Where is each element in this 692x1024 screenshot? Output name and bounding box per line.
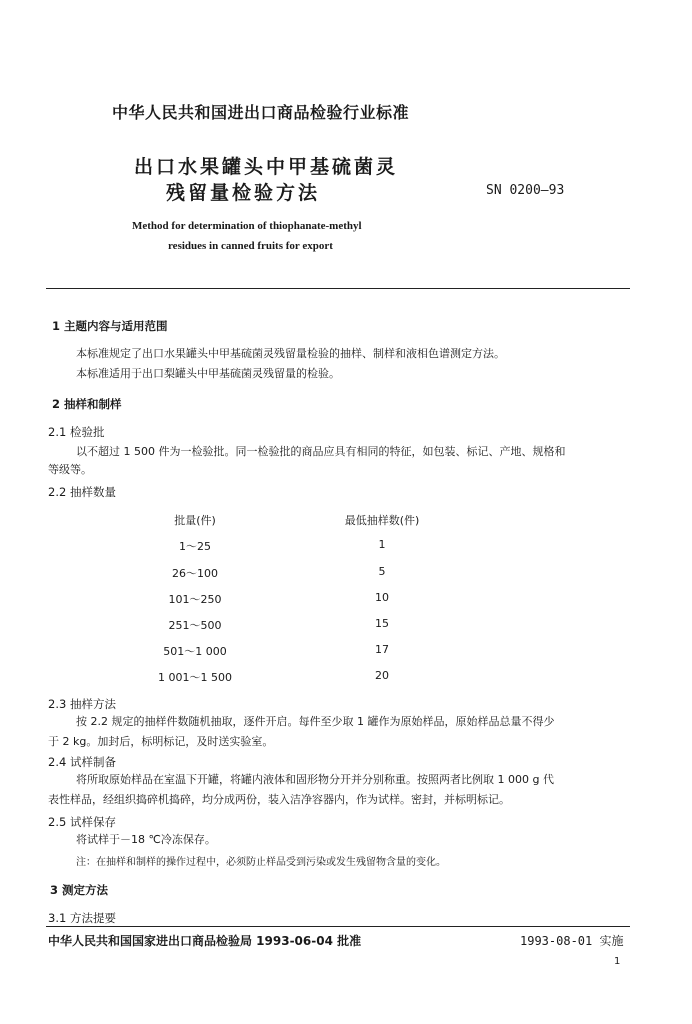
section-2-5-text: 将试样于－18 ℃冷冻保存。: [76, 833, 216, 846]
section-1-paragraph-2: 本标准适用于出口梨罐头中甲基硫菌灵残留量的检验。: [76, 367, 340, 380]
table-cell-batch: 26～100: [172, 567, 218, 580]
section-2-1-text-line1: 以不超过 1 500 件为一检验批。同一检验批的商品应具有相同的特征，如包装、标记、产地、规格和: [76, 445, 566, 458]
section-2-heading: 2 抽样和制样: [52, 397, 122, 411]
standard-code: SN 0200—93: [486, 183, 565, 198]
table-cell-batch: 501～1 000: [163, 645, 227, 658]
footer-implement-date: 1993-08-01 实施: [520, 934, 624, 948]
header-divider: [46, 288, 630, 289]
table-header-min: 最低抽样数(件): [344, 514, 420, 527]
section-2-4-heading: 2.4 试样制备: [48, 755, 116, 769]
section-2-3-text-line2: 于 2 kg。加封后，标明标记，及时送实验室。: [48, 735, 274, 748]
note: 注：在抽样和制样的操作过程中，必须防止样品受到污染或发生残留物含量的变化。: [76, 857, 446, 868]
page-number: 1: [614, 956, 621, 967]
document-title-line1: 出口水果罐头中甲基硫菌灵: [134, 156, 399, 178]
table-cell-min: 10: [375, 591, 389, 604]
section-3-heading: 3 测定方法: [50, 883, 109, 897]
section-2-3-heading: 2.3 抽样方法: [48, 697, 116, 711]
table-cell-batch: 1 001～1 500: [158, 671, 232, 684]
section-2-3-text-line1: 按 2.2 规定的抽样件数随机抽取，逐件开启。每件至少取 1 罐作为原始样品，原始样品总量不得少: [76, 715, 555, 728]
table-cell-batch: 101～250: [168, 593, 222, 606]
english-title-line2: residues in canned fruits for export: [168, 240, 333, 252]
table-cell-min: 15: [375, 617, 389, 630]
table-cell-batch: 251～500: [168, 619, 222, 632]
english-title-line1: Method for determination of thiophanate-methyl: [132, 220, 362, 232]
table-header-batch: 批量(件): [174, 514, 216, 527]
footer-divider: [46, 926, 630, 927]
table-cell-batch: 1～25: [179, 540, 211, 553]
section-2-4-text-line1: 将所取原始样品在室温下开罐，将罐内液体和固形物分开并分别称重。按照两者比例取 1 000 g 代: [76, 773, 554, 786]
section-1-paragraph-1: 本标准规定了出口水果罐头中甲基硫菌灵残留量检验的抽样、制样和液相色谱测定方法。: [76, 347, 505, 360]
footer-issuer: 中华人民共和国国家进出口商品检验局 1993-06-04 批准: [48, 934, 362, 948]
section-1-heading: 1 主题内容与适用范围: [52, 319, 168, 333]
section-2-1-heading: 2.1 检验批: [48, 425, 105, 439]
section-2-2-heading: 2.2 抽样数量: [48, 485, 116, 499]
section-2-1-text-line2: 等级等。: [48, 463, 92, 476]
section-3-1-heading: 3.1 方法提要: [48, 911, 116, 925]
section-2-4-text-line2: 表性样品，经组织捣碎机捣碎，均分成两份，装入洁净容器内，作为试样。密封，并标明标记。: [48, 793, 510, 806]
table-cell-min: 20: [375, 669, 389, 682]
section-2-5-heading: 2.5 试样保存: [48, 815, 116, 829]
issuing-organization: 中华人民共和国进出口商品检验行业标准: [112, 103, 410, 122]
document-title-line2: 残留量检验方法: [166, 182, 321, 204]
table-cell-min: 1: [378, 538, 386, 551]
table-cell-min: 17: [375, 643, 389, 656]
table-cell-min: 5: [378, 565, 386, 578]
